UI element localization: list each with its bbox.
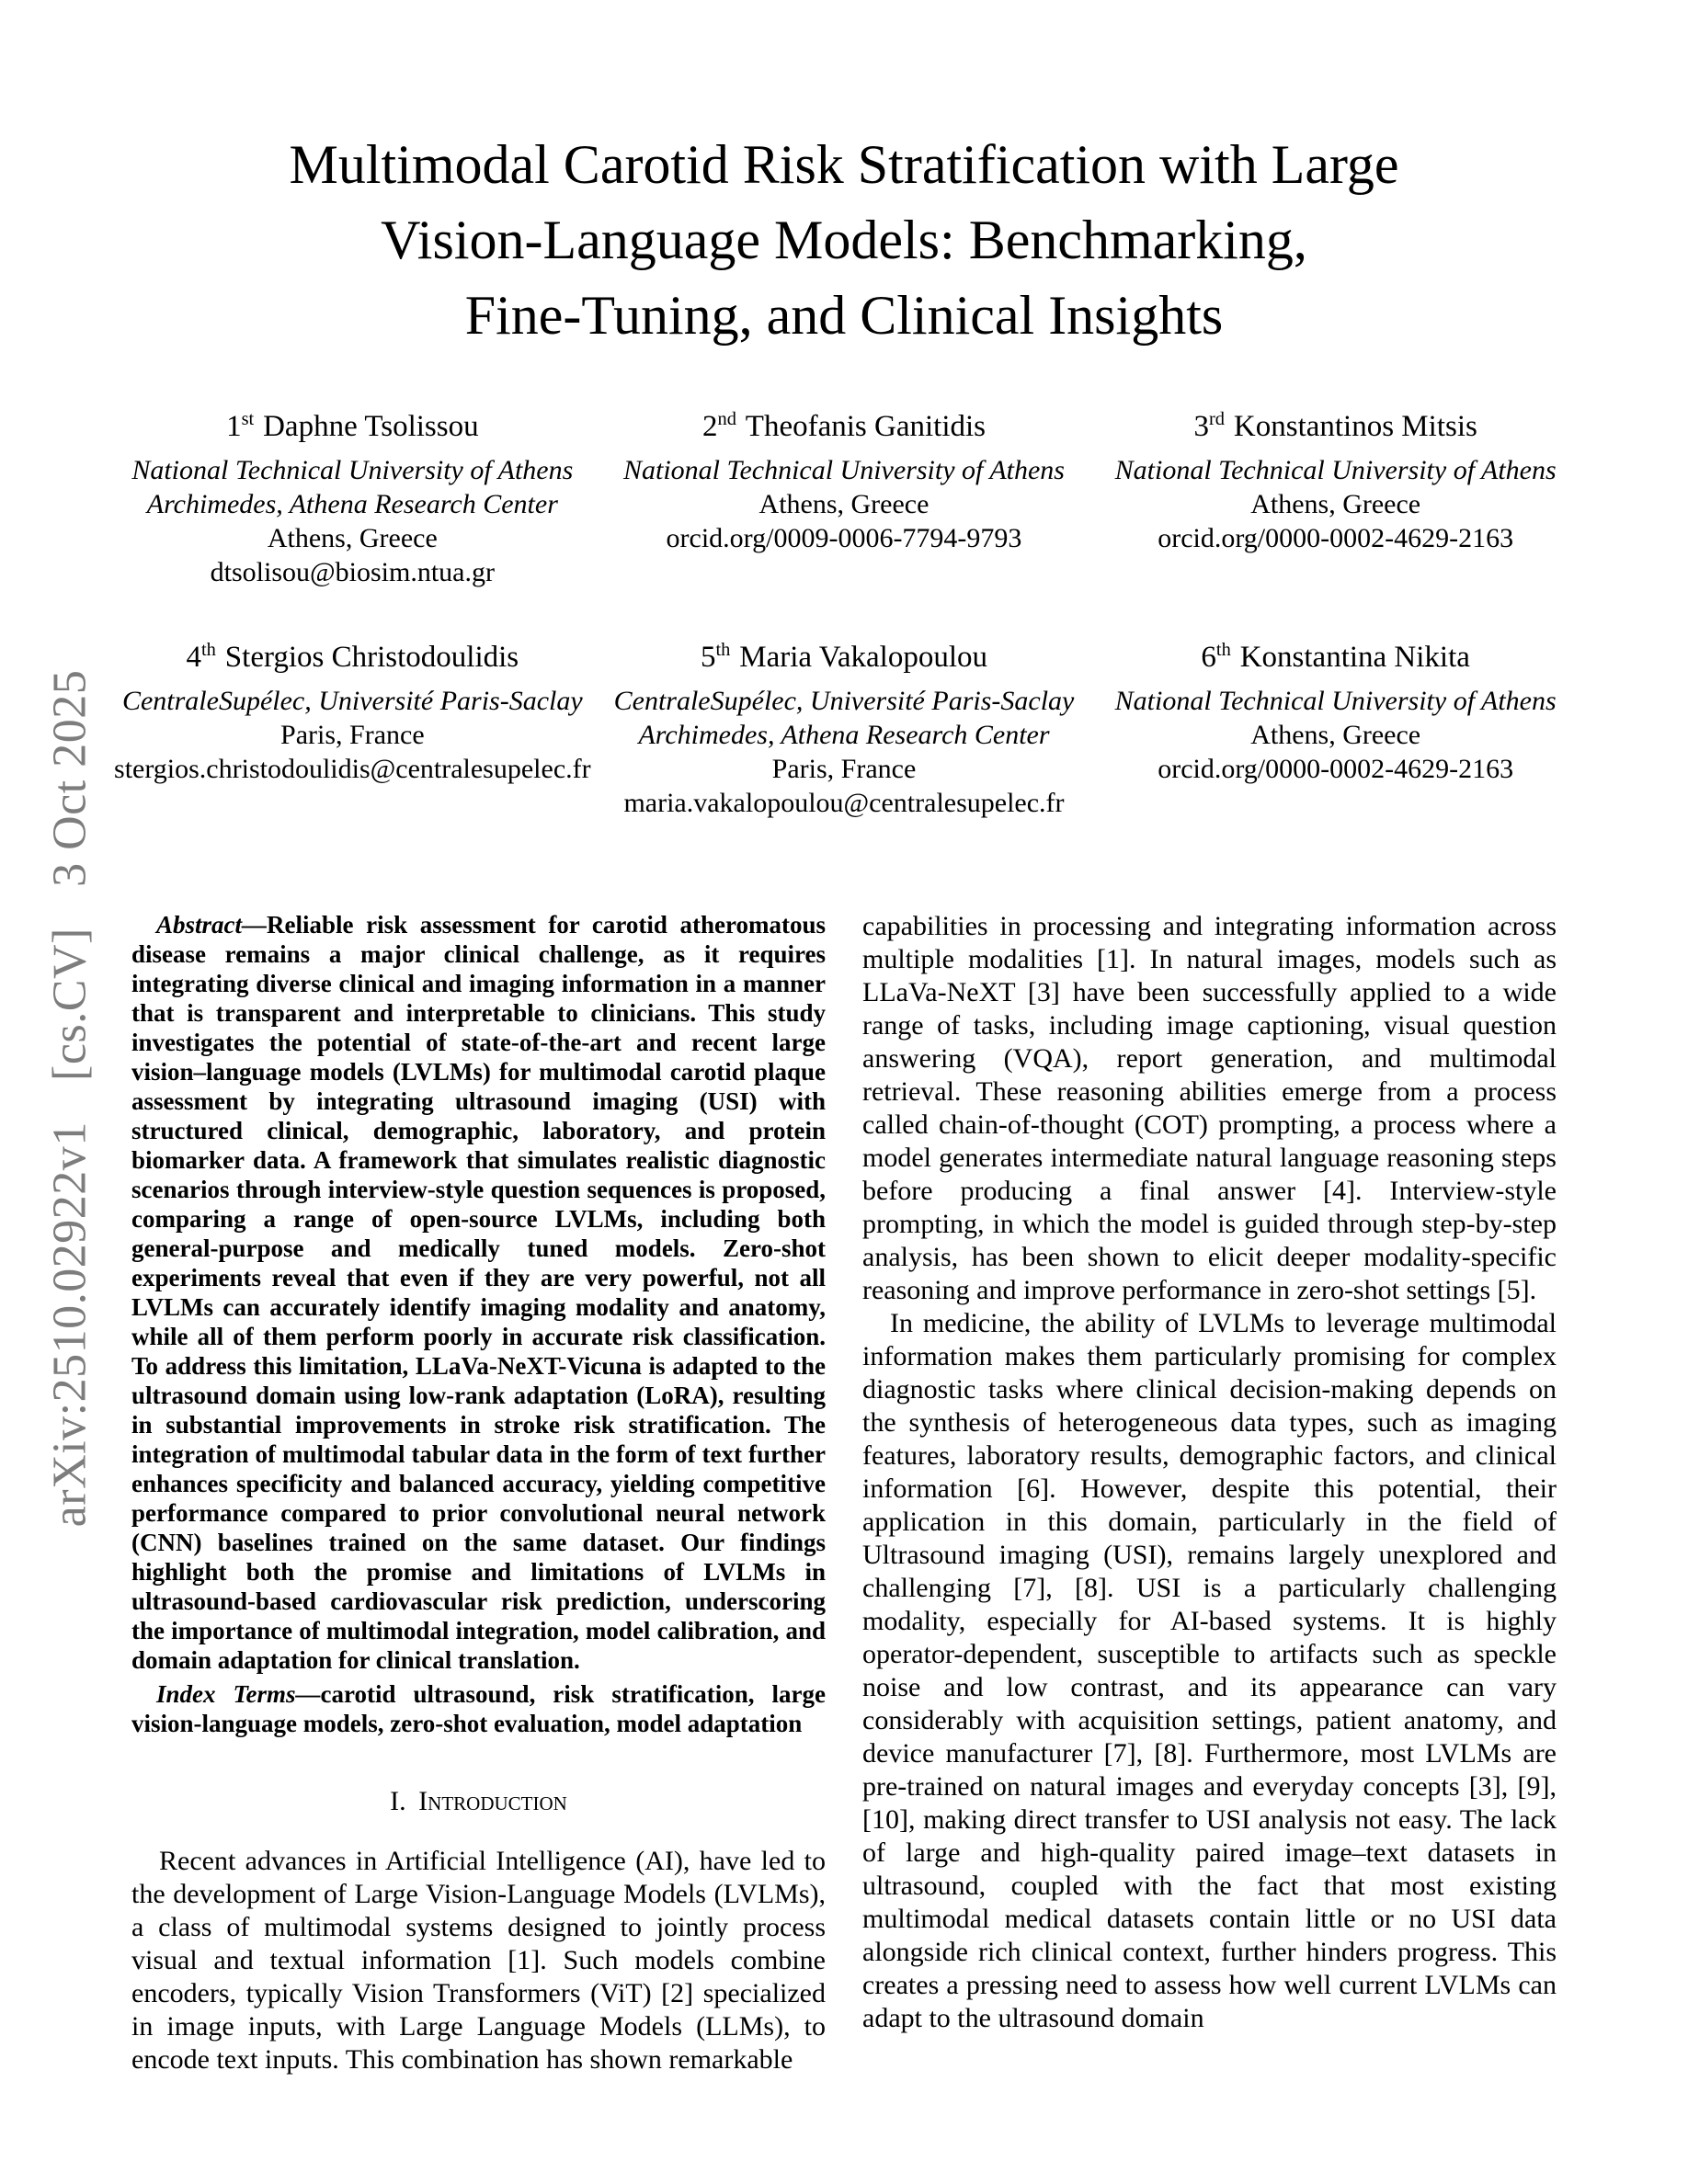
author-name (602, 631, 1087, 676)
arxiv-id: arXiv:2510.02922v1 (43, 1121, 97, 1528)
author-block-2 (602, 401, 1087, 589)
index-terms-label: Index Terms— (156, 1680, 321, 1708)
author-affiliation: National Technical University of Athens (131, 455, 574, 485)
author-affiliation: Archimedes, Athena Research Center (638, 720, 1050, 750)
author-fullname: Maria Vakalopoulou (739, 641, 988, 674)
author-name (602, 401, 1087, 445)
author-affiliation: CentraleSupélec, Université Paris-Saclay (613, 686, 1075, 716)
author-fullname: Theofanis Ganitidis (745, 410, 986, 443)
author-contact: orcid.org/0000-0002-4629-2163 (1158, 523, 1514, 553)
author-contact: dtsolisou@biosim.ntua.gr (210, 557, 495, 587)
author-fullname: Konstantina Nikita (1239, 641, 1470, 674)
introduction-paragraph-1: Recent advances in Artificial Intelligence (AI), have led to the development of Large Vision-Language Models (LVLMs), a class of multimodal systems designed to jointly process visual and textual information [1]. Such models combine encoders, typically Vision Transformers (ViT) [2] specialized in image inputs, with Large Language Models (LLMs), to encode text inputs. This combination has shown remarkable (131, 1846, 826, 2075)
author-ordinal-suffix: rd (1208, 409, 1225, 429)
section-heading-introduction (131, 1786, 826, 1817)
author-order: 5 (700, 641, 716, 674)
author-name (110, 631, 595, 676)
author-location: Paris, France (771, 754, 917, 784)
author-location: Athens, Greece (267, 523, 438, 553)
arxiv-watermark (43, 670, 97, 1528)
introduction-paragraph-1-continued: capabilities in processing and integrating information across multiple modalities [1]. In natural images, models such as LLaVa-NeXT [3] have been successfully applied to a wide range of tasks, including image captioning, visual question answering (VQA), report generation, and multimodal retrieval. These reasoning abilities emerge from a process called chain-of-thought (COT) prompting, a process where a model generates intermediate natural language reasoning steps before producing a final answer [4]. Interview-style prompting, in which the model is guided through step-by-step analysis, has been shown to elicit deeper modality-specific reasoning and improve performance in zero-shot settings [5]. (862, 911, 1557, 1305)
author-ordinal-suffix: st (241, 409, 255, 429)
author-contact: orcid.org/0009-0006-7794-9793 (666, 523, 1022, 553)
paper-title (127, 127, 1561, 353)
author-block-5 (602, 631, 1087, 820)
author-ordinal-suffix: nd (717, 409, 736, 429)
section-number: I. (390, 1786, 406, 1816)
author-name (1093, 631, 1578, 676)
author-location: Athens, Greece (1250, 489, 1421, 519)
author-block-4 (110, 631, 595, 820)
author-name (1093, 401, 1578, 445)
index-terms (131, 1679, 826, 1738)
author-order: 2 (701, 410, 718, 443)
abstract (131, 910, 826, 1675)
author-affiliation: National Technical University of Athens (1114, 455, 1557, 485)
arxiv-category: [cs.CV] (43, 927, 97, 1081)
author-contact: maria.vakalopoulou@centralesupelec.fr (623, 788, 1065, 818)
author-location: Paris, France (280, 720, 425, 750)
authors-block (110, 401, 1578, 820)
author-ordinal-suffix: th (715, 640, 731, 660)
author-affiliation: National Technical University of Athens (623, 455, 1065, 485)
author-fullname: Stergios Christodoulidis (224, 641, 519, 674)
arxiv-date: 3 Oct 2025 (43, 669, 97, 887)
author-block-6 (1093, 631, 1578, 820)
right-column (862, 910, 1557, 2076)
author-order: 6 (1201, 641, 1216, 674)
index-terms-text: carotid ultrasound, risk stratification, large vision-language models, zero-shot evaluation, model adaptation (131, 1680, 826, 1737)
introduction-paragraph-2: In medicine, the ability of LVLMs to leverage multimodal information makes them particularly promising for complex diagnostic tasks where clinical decision-making depends on the synthesis of heterogeneous data types, such as imaging features, laboratory results, demographic factors, and clinical information [6]. However, despite this potential, their application in this domain, particularly in the field of Ultrasound imaging (USI), remains largely unexplored and challenging [7], [8]. USI is a particularly challenging modality, especially for AI-based systems. It is highly operator-dependent, susceptible to artifacts such as speckle noise and low contrast, and its appearance can vary considerably with acquisition settings, patient anatomy, and device manufacturer [7], [8]. Furthermore, most LVLMs are pre-trained on natural images and everyday concepts [3], [9], [10], making direct transfer to USI analysis not easy. The lack of large and high-quality paired image–text datasets in ultrasound, coupled with the fact that most existing multimodal medical datasets contain little or no USI data alongside rich clinical context, further hinders progress. This creates a pressing need to assess how well current LVLMs can adapt to the ultrasound domain (862, 1308, 1557, 2033)
author-contact: orcid.org/0000-0002-4629-2163 (1158, 754, 1514, 784)
author-ordinal-suffix: th (201, 640, 216, 660)
author-order: 3 (1193, 410, 1209, 443)
body-columns (131, 910, 1557, 2076)
author-block-1 (110, 401, 595, 589)
author-contact: stergios.christodoulidis@centralesupelec.fr (114, 754, 591, 784)
paper-title-line-2: Vision-Language Models: Benchmarking, (381, 210, 1307, 270)
author-order: 1 (226, 410, 242, 443)
abstract-text: Reliable risk assessment for carotid atheromatous disease remains a major clinical challenge, as it requires integrating diverse clinical and imaging information in a manner that is transparent and interpretable to clinicians. This study investigates the potential of state-of-the-art and recent large vision–language models (LVLMs) for multimodal carotid plaque assessment by integrating ultrasound imaging (USI) with structured clinical, demographic, laboratory, and protein biomarker data. A framework that simulates realistic diagnostic scenarios through interview-style question sequences is proposed, comparing a range of open-source LVLMs, including both general-purpose and medically tuned models. Zero-shot experiments reveal that even if they are very powerful, not all LVLMs can accurately identify imaging modality and anatomy, while all of them perform poorly in accurate risk classification. To address this limitation, LLaVa-NeXT-Vicuna is adapted to the ultrasound domain using low-rank adaptation (LoRA), resulting in substantial improvements in stroke risk stratification. The integration of multimodal tabular data in the form of text further enhances specificity and balanced accuracy, yielding competitive performance compared to prior convolutional neural network (CNN) baselines trained on the same dataset. Our findings highlight both the promise and limitations of LVLMs in ultrasound-based cardiovascular risk prediction, underscoring the importance of multimodal integration, model calibration, and domain adaptation for clinical translation. (131, 911, 826, 1674)
section-title: Introduction (418, 1786, 567, 1816)
paper-title-line-1: Multimodal Carotid Risk Stratification with Large (289, 134, 1399, 195)
left-column (131, 910, 826, 2076)
abstract-label: Abstract— (156, 911, 268, 938)
author-affiliation: CentraleSupélec, Université Paris-Saclay (121, 686, 583, 716)
author-fullname: Daphne Tsolissou (263, 410, 479, 443)
author-location: Athens, Greece (758, 489, 930, 519)
author-location: Athens, Greece (1250, 720, 1421, 750)
author-ordinal-suffix: th (1215, 640, 1231, 660)
author-name (110, 401, 595, 445)
paper-title-line-3: Fine-Tuning, and Clinical Insights (464, 285, 1224, 346)
author-affiliation: National Technical University of Athens (1114, 686, 1557, 716)
author-affiliation: Archimedes, Athena Research Center (146, 489, 558, 519)
author-block-3 (1093, 401, 1578, 589)
author-fullname: Konstantinos Mitsis (1233, 410, 1477, 443)
author-order: 4 (186, 641, 201, 674)
